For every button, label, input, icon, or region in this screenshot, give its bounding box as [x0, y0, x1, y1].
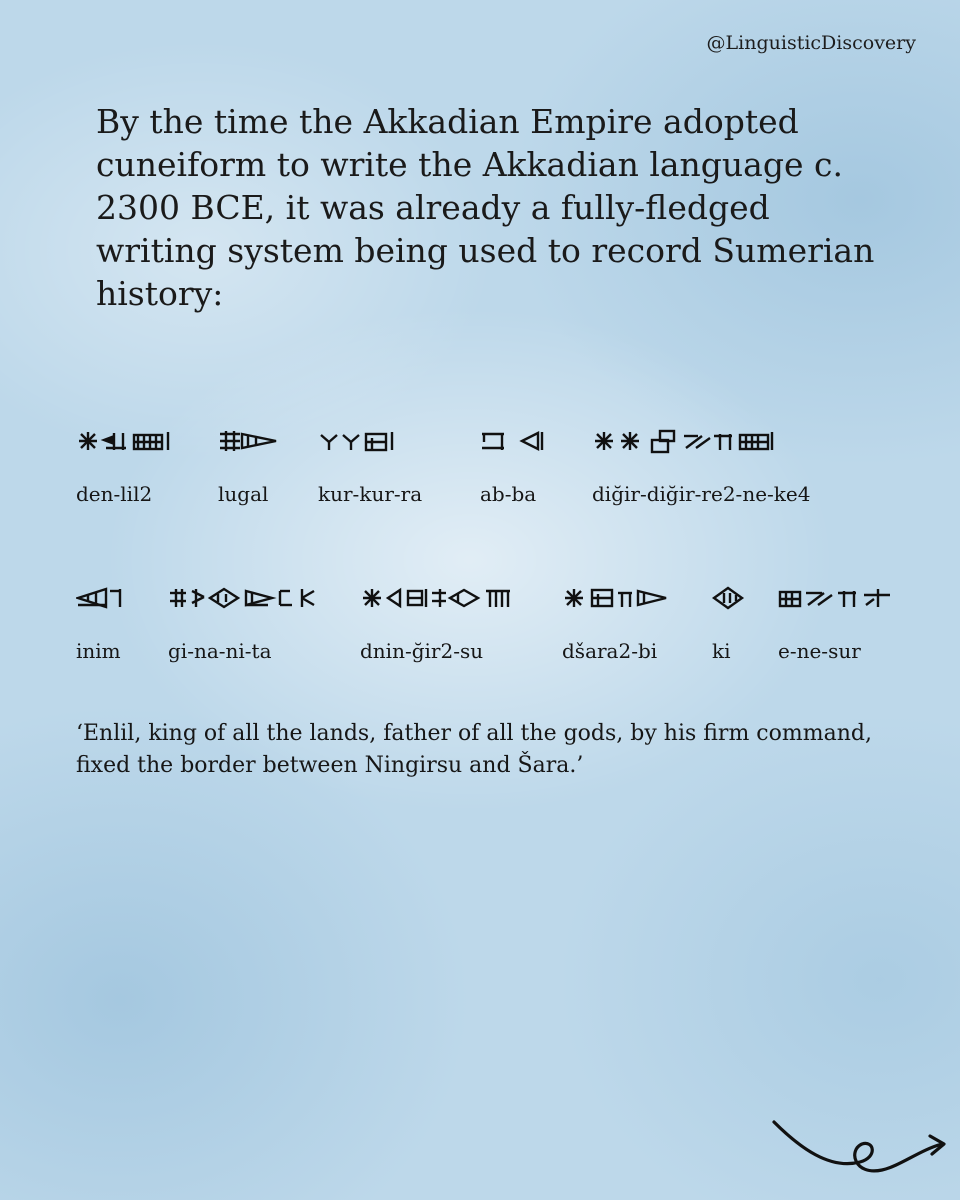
transliteration-label: dnin-ğir2-su: [360, 639, 484, 663]
transliteration-label: gi-na-ni-ta: [168, 639, 272, 663]
transliteration-label: dšara2-bi: [562, 639, 658, 663]
cuneiform-glyphs: [592, 428, 810, 454]
cuneiform-glyphs: [318, 428, 422, 454]
cuneiform-glyphs: [712, 585, 748, 611]
cuneiform-glyphs: [360, 585, 520, 611]
transliteration-label: kur-kur-ra: [318, 482, 423, 506]
cuneiform-word: [592, 428, 810, 506]
transliteration-label: inim: [76, 639, 121, 663]
cuneiform-word: [778, 585, 894, 663]
cuneiform-word: [218, 428, 280, 506]
cuneiform-word: [480, 428, 546, 506]
cuneiform-word: [76, 585, 124, 663]
transliteration-label: e-ne-sur: [778, 639, 861, 663]
cuneiform-word: [562, 585, 672, 663]
cuneiform-glyphs: [218, 428, 280, 454]
cuneiform-word: [360, 585, 520, 663]
handle: @LinguisticDiscovery: [706, 32, 916, 54]
cuneiform-glyphs: [76, 585, 124, 611]
transliteration-label: den-lil2: [76, 482, 153, 506]
transliteration-label: diğir-diğir-re2-ne-ke4: [592, 482, 811, 506]
cuneiform-glyphs: [778, 585, 894, 611]
transliteration-label: lugal: [218, 482, 269, 506]
intro-paragraph: By the time the Akkadian Empire adopted cuneiform to write the Akkadian language c. 2300 BCE, it was already a fully-fledged writing system being used to record Sumerian history:: [96, 102, 875, 313]
translation-text: ‘Enlil, king of all the lands, father of all the gods, by his firm command, fixed the border between Ningirsu and Šara.’: [76, 721, 872, 778]
cuneiform-word: [712, 585, 748, 663]
cuneiform-glyphs: [168, 585, 318, 611]
transliteration-label: ab-ba: [480, 482, 537, 506]
cuneiform-word: [76, 428, 176, 506]
cuneiform-word: [318, 428, 422, 506]
curly-arrow-right-icon[interactable]: [770, 1118, 950, 1186]
cuneiform-word: [168, 585, 318, 663]
transliteration-label: ki: [712, 639, 731, 663]
cuneiform-glyphs: [480, 428, 546, 454]
cuneiform-glyphs: [76, 428, 176, 454]
cuneiform-glyphs: [562, 585, 672, 611]
